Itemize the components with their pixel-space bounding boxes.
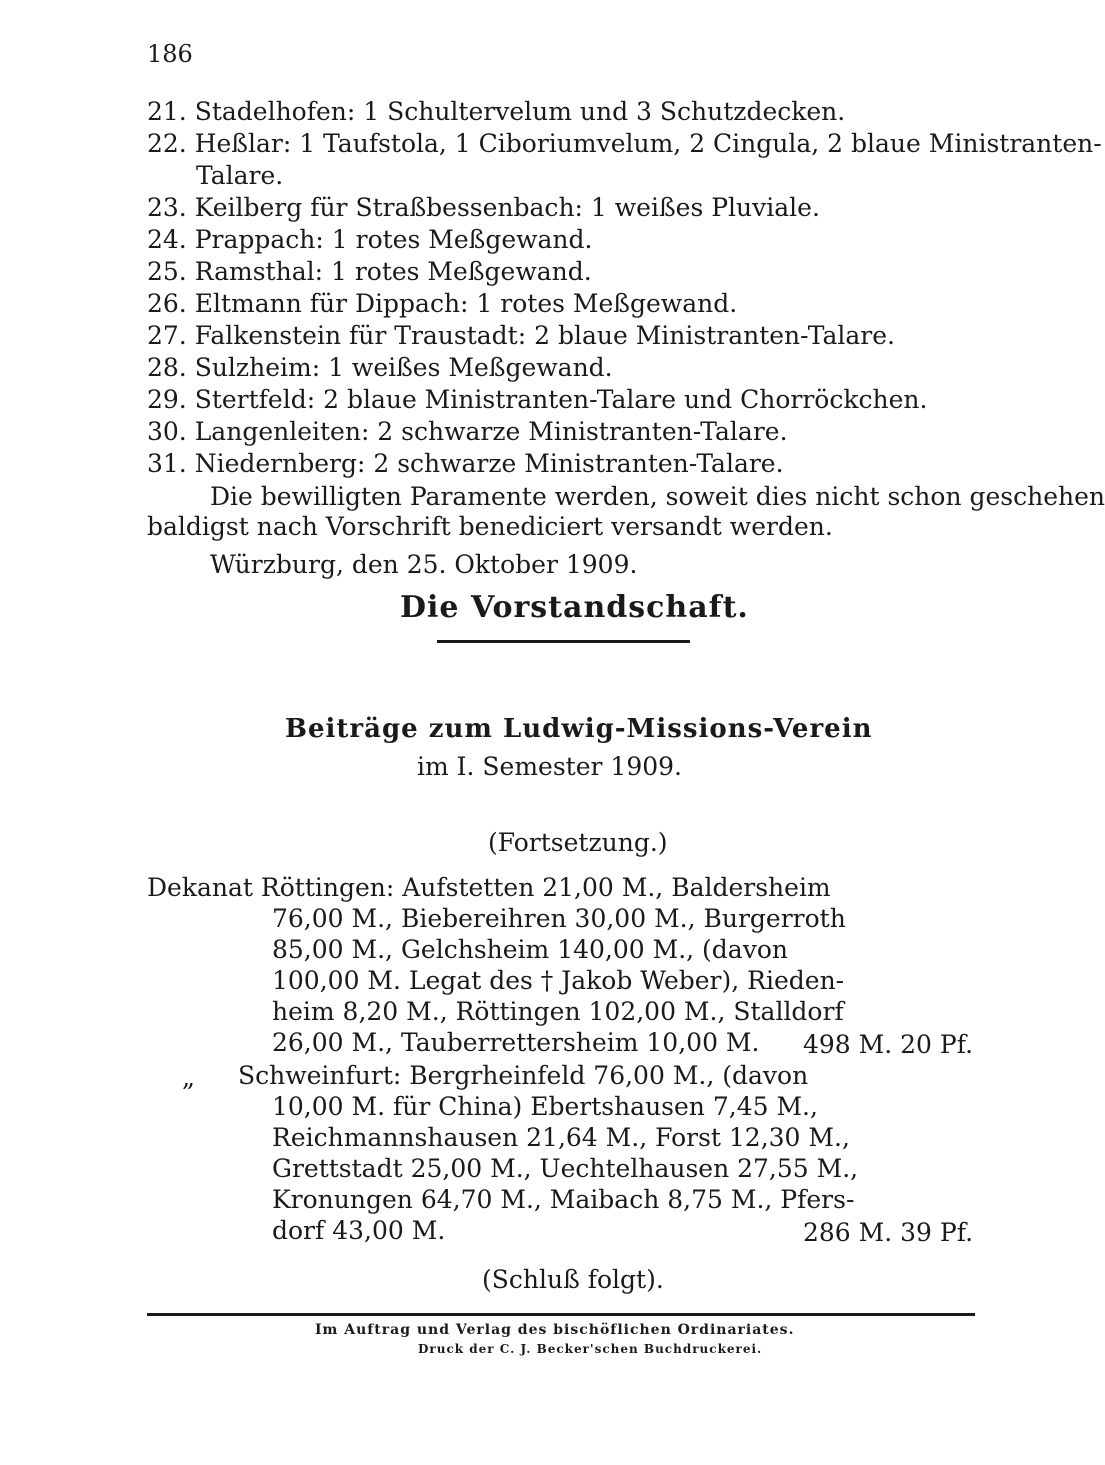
list-item: 26. Eltmann für Dippach: 1 rotes Meßgewand. bbox=[147, 289, 738, 318]
list-item: 28. Sulzheim: 1 weißes Meßgewand. bbox=[147, 353, 613, 382]
entry-amount: 286 M. 39 Pf. bbox=[803, 1218, 974, 1247]
entry-line: 76,00 M., Biebereihren 30,00 M., Burgerroth bbox=[272, 904, 846, 933]
footer-printer: Druck der C. J. Becker'schen Buchdruckerei. bbox=[418, 1342, 763, 1356]
list-item: 27. Falkenstein für Traustadt: 2 blaue Ministranten-Talare. bbox=[147, 321, 895, 350]
list-item: 25. Ramsthal: 1 rotes Meßgewand. bbox=[147, 257, 592, 286]
entry-line: dorf 43,00 M. bbox=[272, 1216, 446, 1245]
entry-line: 10,00 M. für China) Ebertshausen 7,45 M., bbox=[272, 1092, 818, 1121]
entry-line: 26,00 M., Tauberrettersheim 10,00 M. bbox=[272, 1028, 760, 1057]
entry-line: Schweinfurt: Bergrheinfeld 76,00 M., (davon bbox=[238, 1061, 809, 1090]
list-item: 23. Keilberg für Straßbessenbach: 1 weißes Pluviale. bbox=[147, 193, 820, 222]
entry-amount: 498 M. 20 Pf. bbox=[803, 1030, 974, 1059]
list-item: 31. Niedernberg: 2 schwarze Ministranten-Talare. bbox=[147, 449, 784, 478]
closing-line-2: baldigst nach Vorschrift benediciert versandt werden. bbox=[147, 512, 833, 541]
entry-line: 100,00 M. Legat des † Jakob Weber), Rieden- bbox=[272, 966, 845, 995]
place-date: Würzburg, den 25. Oktober 1909. bbox=[210, 550, 638, 579]
signature-divider bbox=[437, 640, 690, 643]
list-item: 30. Langenleiten: 2 schwarze Ministranten-Talare. bbox=[147, 417, 788, 446]
entry-line: Grettstadt 25,00 M., Uechtelhausen 27,55 M., bbox=[272, 1154, 859, 1183]
continuation-note: (Fortsetzung.) bbox=[488, 828, 668, 857]
list-item: 29. Stertfeld: 2 blaue Ministranten-Talare und Chorröckchen. bbox=[147, 385, 928, 414]
page-number: 186 bbox=[147, 40, 193, 68]
conclusion-note: (Schluß folgt). bbox=[482, 1265, 664, 1294]
section-subtitle: im I. Semester 1909. bbox=[417, 752, 682, 781]
signature: Die Vorstandschaft. bbox=[400, 590, 749, 625]
closing-line-1: Die bewilligten Paramente werden, soweit dies nicht schon geschehen bbox=[210, 482, 1105, 511]
entry-line: heim 8,20 M., Röttingen 102,00 M., Stalldorf bbox=[272, 997, 844, 1026]
footer-divider bbox=[147, 1313, 975, 1316]
list-item: 21. Stadelhofen: 1 Schultervelum und 3 Schutzdecken. bbox=[147, 97, 846, 126]
section-title: Beiträge zum Ludwig-Missions-Verein bbox=[285, 714, 873, 744]
footer-publisher: Im Auftrag und Verlag des bischöflichen Ordinariates. bbox=[315, 1322, 795, 1338]
list-item: 22. Heßlar: 1 Taufstola, 1 Ciboriumvelum, 2 Cingula, 2 blaue Ministranten- bbox=[147, 129, 1102, 158]
ditto-mark: „ bbox=[182, 1063, 195, 1092]
list-item-continuation: Talare. bbox=[196, 161, 284, 190]
list-item: 24. Prappach: 1 rotes Meßgewand. bbox=[147, 225, 593, 254]
entry-line: Reichmannshausen 21,64 M., Forst 12,30 M., bbox=[272, 1123, 850, 1152]
entry-line: Kronungen 64,70 M., Maibach 8,75 M., Pfers- bbox=[272, 1185, 855, 1214]
entry-line: Dekanat Röttingen: Aufstetten 21,00 M., Baldersheim bbox=[147, 873, 831, 902]
entry-line: 85,00 M., Gelchsheim 140,00 M., (davon bbox=[272, 935, 788, 964]
